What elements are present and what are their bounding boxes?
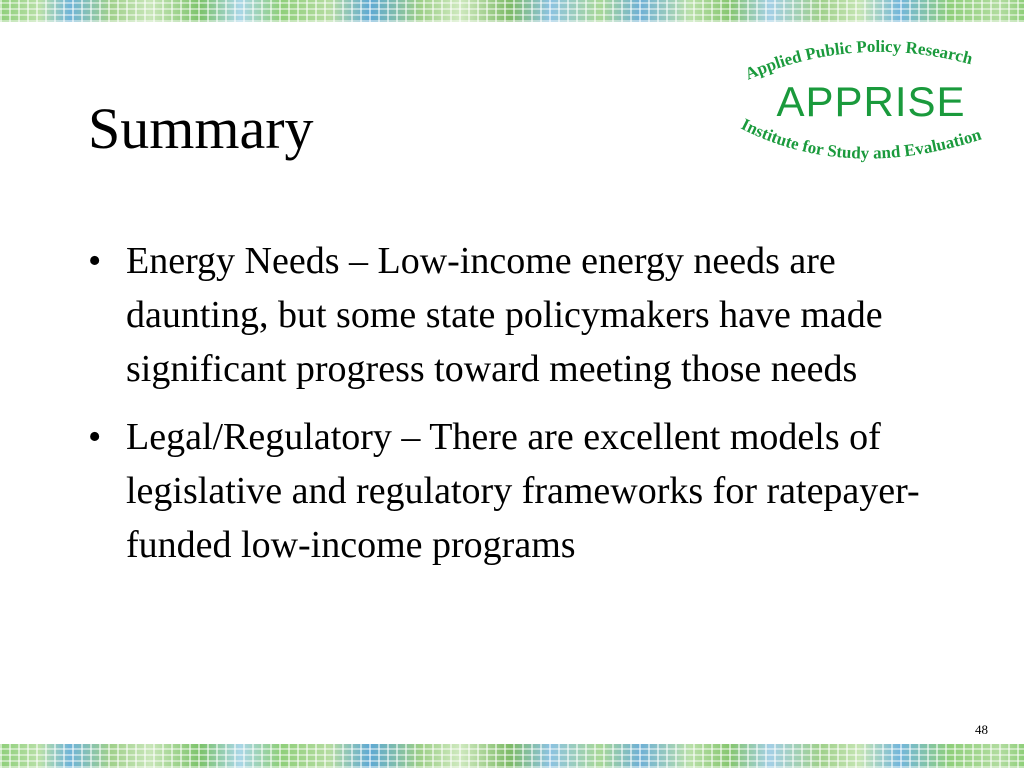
bullet-icon: • bbox=[88, 416, 102, 458]
page-number: 48 bbox=[975, 722, 988, 737]
bullet-list bbox=[88, 234, 938, 586]
bullet-text: Energy Needs – Low-income energy needs are daunting, but some state policymakers have made significant progress toward meeting those needs bbox=[126, 240, 883, 390]
bullet-item-legal-regulatory bbox=[88, 410, 938, 572]
svg-text:Applied Public Policy Research bbox=[742, 37, 975, 84]
bottom-decorative-border bbox=[0, 744, 1024, 768]
bullet-item-energy-needs bbox=[88, 234, 938, 396]
logo-bottom-arc-text: Institute for Study and Evaluation bbox=[738, 114, 984, 163]
top-decorative-border bbox=[0, 0, 1024, 22]
slide-title: Summary bbox=[88, 96, 314, 161]
logo-name: APPRISE bbox=[776, 78, 966, 125]
apprise-logo bbox=[726, 28, 1016, 178]
bullet-icon: • bbox=[88, 240, 102, 282]
logo-top-arc-text: Applied Public Policy Research bbox=[742, 36, 975, 84]
bullet-text: Legal/Regulatory – There are excellent models of legislative and regulatory frameworks for ratepayer-funded low-income programs bbox=[126, 416, 920, 566]
